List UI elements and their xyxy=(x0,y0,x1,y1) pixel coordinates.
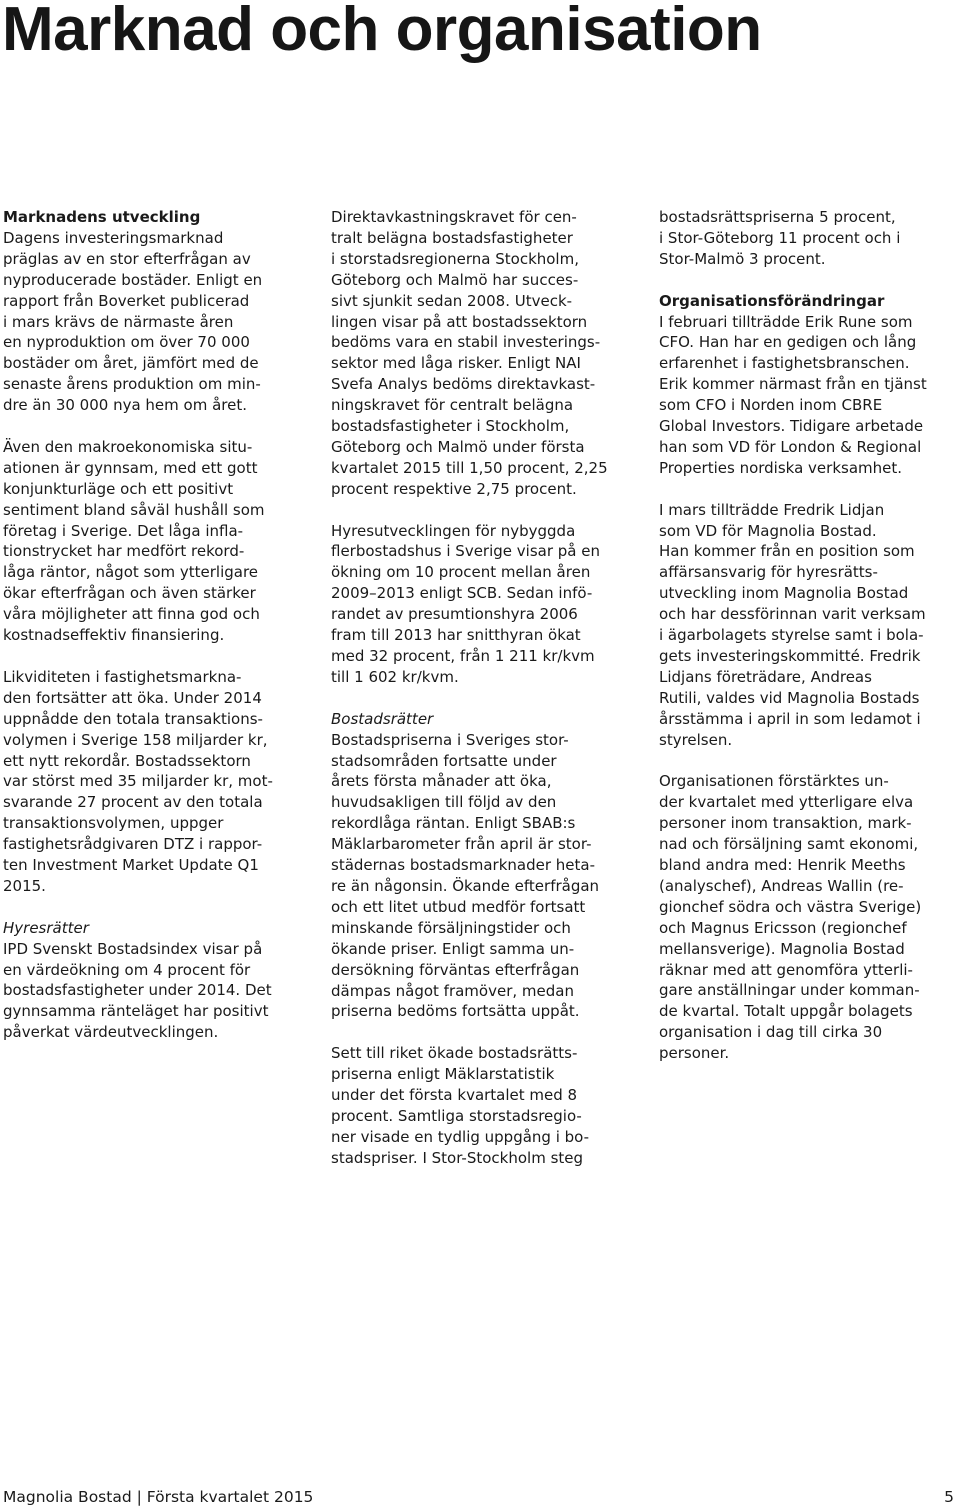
text-line: ökar efterfrågan och även stärker xyxy=(3,584,256,603)
text-line: ningskravet för centralt belägna xyxy=(331,396,574,415)
text-line: senaste årens produktion om min- xyxy=(3,375,261,394)
text-line: präglas av en stor efterfrågan av xyxy=(3,249,251,268)
text-line: i mars krävs de närmaste åren xyxy=(3,312,234,331)
text-line: dersökning förväntas efterfrågan xyxy=(331,960,580,979)
text-line: sentiment bland såväl hushåll som xyxy=(3,500,265,519)
text-line: till 1 602 kr/kvm. xyxy=(331,667,459,686)
text-line: konjunkturläge och ett positivt xyxy=(3,479,234,498)
text-line: I mars tillträdde Fredrik Lidjan xyxy=(659,500,885,519)
text-line: der kvartalet med ytterligare elva xyxy=(659,793,914,812)
text-line: Direktavkastningskravet för cen- xyxy=(331,208,577,226)
text-line: fastighetsrådgivaren DTZ i rappor- xyxy=(3,835,263,854)
text-line: Stor-Malmö 3 procent. xyxy=(659,249,826,268)
text-line: sivt sjunkit sedan 2008. Utveck- xyxy=(331,291,573,310)
text-line: ett nytt rekordår. Bostadssektorn xyxy=(3,751,251,770)
text-line: utveckling inom Magnolia Bostad xyxy=(659,584,909,603)
text-line: våra möjligheter att finna god och xyxy=(3,605,260,624)
text-line: procent respektive 2,75 procent. xyxy=(331,479,577,498)
text-line: de kvartal. Totalt uppgår bolagets xyxy=(659,1002,913,1021)
text-line: Svefa Analys bedöms direktavkast- xyxy=(331,375,596,394)
text-line: flerbostadshus i Sverige visar på en xyxy=(331,542,600,561)
text-line: personer. xyxy=(659,1044,730,1063)
text-line: ner visade en tydlig uppgång i bo- xyxy=(331,1127,590,1146)
text-line: i storstadsregionerna Stockholm, xyxy=(331,249,579,268)
paragraph-gap xyxy=(331,1022,636,1043)
text-line: kvartalet 2015 till 1,50 procent, 2,25 xyxy=(331,458,608,477)
text-line: svarande 27 procent av den totala xyxy=(3,793,263,812)
text-line: var störst med 35 miljarder kr, mot- xyxy=(3,772,273,791)
text-line: räknar med att genomföra ytterli- xyxy=(659,960,913,979)
text-line: minskande försäljningstider och xyxy=(331,918,571,937)
text-line: Dagens investeringsmarknad xyxy=(3,228,224,247)
text-line: kostnadseffektiv finansiering. xyxy=(3,626,225,645)
text-line: Göteborg och Malmö har succes- xyxy=(331,270,579,289)
text-line: nyproducerade bostäder. Enligt en xyxy=(3,270,263,289)
text-line: som VD för Magnolia Bostad. xyxy=(659,521,877,540)
page-title: Marknad och organisation xyxy=(2,0,762,64)
text-line: rekordlåga räntan. Enligt SBAB:s xyxy=(331,814,576,833)
text-line: Göteborg och Malmö under första xyxy=(331,437,585,456)
text-line: (analyschef), Andreas Wallin (re- xyxy=(659,876,904,895)
text-line: lingen visar på att bostadssektorn xyxy=(331,312,588,331)
text-line: affärsansvarig för hyresrätts- xyxy=(659,563,878,582)
text-line: bedöms vara en stabil investerings- xyxy=(331,333,601,352)
text-line: Erik kommer närmast från en tjänst xyxy=(659,375,927,394)
text-line: Rutili, valdes vid Magnolia Bostads xyxy=(659,688,920,707)
text-line: CFO. Han har en gedigen och lång xyxy=(659,333,917,352)
text-line: sektor med låga risker. Enligt NAI xyxy=(331,354,581,373)
text-line: nad och försäljning samt ekonomi, xyxy=(659,835,919,854)
section-heading: Organisationsförändringar xyxy=(659,291,885,310)
text-line: fram till 2013 har snitthyran ökat xyxy=(331,626,581,645)
text-line: personer inom transaktion, mark- xyxy=(659,814,912,833)
text-line: och Magnus Ericsson (regionchef xyxy=(659,918,907,937)
text-line: dämpas något framöver, medan xyxy=(331,981,574,1000)
text-line: i ägarbolagets styrelse samt i bola- xyxy=(659,626,924,645)
text-line: som CFO i Norden inom CBRE xyxy=(659,396,883,415)
text-line: en värdeökning om 4 procent för xyxy=(3,960,251,979)
page-number: 5 xyxy=(944,1488,954,1506)
text-line: gare anställningar under komman- xyxy=(659,981,920,1000)
text-column-2 xyxy=(331,207,636,1169)
text-line: Mäklarbarometer från april är stor- xyxy=(331,835,592,854)
text-line: rapport från Boverket publicerad xyxy=(3,291,250,310)
text-line: styrelsen. xyxy=(659,730,733,749)
text-line: stadspriser. I Stor-Stockholm steg xyxy=(331,1148,584,1167)
text-line: gionchef södra och västra Sverige) xyxy=(659,897,922,916)
text-line: städernas bostadsmarknader heta- xyxy=(331,856,596,875)
text-line: I februari tillträdde Erik Rune som xyxy=(659,312,913,331)
subsection-heading: Bostadsrätter xyxy=(331,709,434,728)
text-line: Organisationen förstärktes un- xyxy=(659,772,889,791)
text-line: tionstrycket har medfört rekord- xyxy=(3,542,245,561)
text-line: stadsområden fortsatte under xyxy=(331,751,557,770)
text-line: Lidjans företrädare, Andreas xyxy=(659,667,872,686)
text-line: dre än 30 000 nya hem om året. xyxy=(3,396,247,415)
text-line: under det första kvartalet med 8 xyxy=(331,1086,578,1105)
text-line: gets investeringskommitté. Fredrik xyxy=(659,647,921,665)
text-line: ationen är gynnsam, med ett gott xyxy=(3,458,258,477)
text-line: en nyproduktion om över 70 000 xyxy=(3,333,250,352)
text-line: Global Investors. Tidigare arbetade xyxy=(659,417,924,436)
text-line: mellansverige). Magnolia Bostad xyxy=(659,939,905,958)
text-line: volymen i Sverige 158 miljarder kr, xyxy=(3,730,268,749)
text-line: årsstämma i april in som ledamot i xyxy=(659,709,921,728)
text-line: i Stor-Göteborg 11 procent och i xyxy=(659,228,901,247)
text-line: bostadsfastigheter i Stockholm, xyxy=(331,417,570,436)
section-heading: Marknadens utveckling xyxy=(3,208,201,226)
paragraph-gap xyxy=(331,500,636,521)
text-line: Properties nordiska verksamhet. xyxy=(659,458,903,477)
subsection-heading: Hyresrätter xyxy=(3,918,89,937)
text-line: den fortsätter att öka. Under 2014 xyxy=(3,688,262,707)
text-line: tralt belägna bostadsfastigheter xyxy=(331,228,573,247)
text-line: och ett litet utbud medför fortsatt xyxy=(331,897,586,916)
text-line: 2015. xyxy=(3,876,46,895)
text-line: Likviditeten i fastighetsmarkna- xyxy=(3,667,242,686)
paragraph-gap xyxy=(659,270,960,291)
text-line: med 32 procent, från 1 211 kr/kvm xyxy=(331,647,595,666)
text-line: organisation i dag till cirka 30 xyxy=(659,1023,883,1042)
text-line: gynnsamma ränteläget har positivt xyxy=(3,1002,269,1021)
text-line: Bostadspriserna i Sveriges stor- xyxy=(331,730,569,749)
text-line: Hyresutvecklingen för nybyggda xyxy=(331,521,576,540)
paragraph-gap xyxy=(3,416,308,437)
text-line: låga räntor, något som ytterligare xyxy=(3,563,259,582)
paragraph-gap xyxy=(659,479,960,500)
text-line: procent. Samtliga storstadsregio- xyxy=(331,1106,582,1125)
text-line: bostadsfastigheter under 2014. Det xyxy=(3,981,272,1000)
text-line: han som VD för London & Regional xyxy=(659,437,922,456)
text-line: re än någonsin. Ökande efterfrågan xyxy=(331,876,600,895)
text-line: huvudsakligen till följd av den xyxy=(331,793,557,812)
footer-publication: Magnolia Bostad | Första kvartalet 2015 xyxy=(3,1488,314,1506)
text-column-1 xyxy=(3,207,308,1043)
text-line: och har dessförinnan varit verksam xyxy=(659,605,926,624)
text-line: randet av presumtionshyra 2006 xyxy=(331,605,578,624)
paragraph-gap xyxy=(3,646,308,667)
text-line: ökning om 10 procent mellan åren xyxy=(331,563,591,582)
text-line: erfarenhet i fastighetsbranschen. xyxy=(659,354,910,373)
text-line: ten Investment Market Update Q1 xyxy=(3,856,259,875)
text-line: bostäder om året, jämfört med de xyxy=(3,354,259,373)
text-line: Även den makroekonomiska situ- xyxy=(3,437,253,456)
text-line: IPD Svenskt Bostadsindex visar på xyxy=(3,939,263,958)
text-line: priserna bedöms fortsätta uppåt. xyxy=(331,1002,580,1021)
text-line: transaktionsvolymen, uppger xyxy=(3,814,224,833)
paragraph-gap xyxy=(659,751,960,772)
text-line: företag i Sverige. Det låga infla- xyxy=(3,521,244,540)
text-line: 2009–2013 enligt SCB. Sedan infö- xyxy=(331,584,593,603)
text-line: påverkat värdeutvecklingen. xyxy=(3,1023,219,1042)
paragraph-gap xyxy=(331,688,636,709)
text-line: Han kommer från en position som xyxy=(659,542,915,561)
text-line: bostadsrättspriserna 5 procent, xyxy=(659,208,896,226)
text-line: priserna enligt Mäklarstatistik xyxy=(331,1065,555,1084)
paragraph-gap xyxy=(3,897,308,918)
text-line: ökande priser. Enligt samma un- xyxy=(331,939,575,958)
text-line: bland andra med: Henrik Meeths xyxy=(659,856,906,875)
text-column-3 xyxy=(659,207,960,1064)
text-line: Sett till riket ökade bostadsrätts- xyxy=(331,1044,578,1063)
text-line: uppnådde den totala transaktions- xyxy=(3,709,263,728)
text-line: årets första månader att öka, xyxy=(331,772,552,791)
